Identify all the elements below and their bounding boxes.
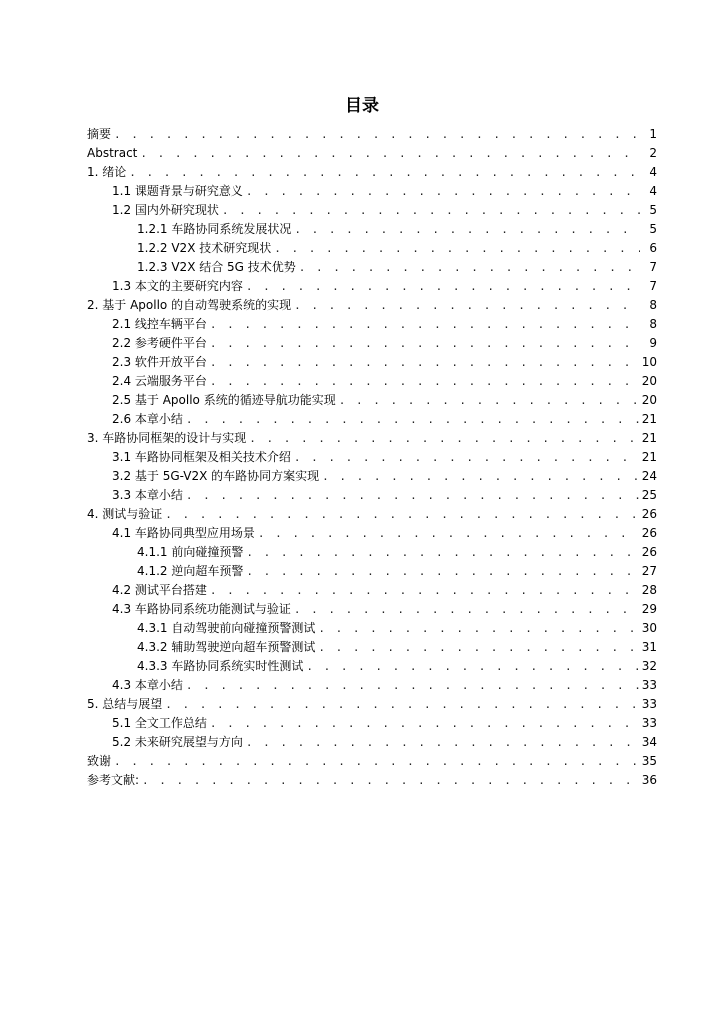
toc-entry[interactable] bbox=[87, 638, 657, 657]
toc-entry[interactable] bbox=[87, 239, 657, 258]
toc-entry-label: 2.4 云端服务平台 bbox=[112, 374, 207, 388]
toc-dot-leader bbox=[294, 220, 640, 239]
toc-entry-label: 4.3.2 辅助驾驶逆向超车预警测试 bbox=[137, 640, 316, 654]
toc-entry[interactable] bbox=[87, 600, 657, 619]
toc-entry[interactable] bbox=[87, 733, 657, 752]
toc-entry[interactable] bbox=[87, 695, 657, 714]
toc-entry-page-number: 35 bbox=[641, 754, 657, 768]
toc-entry[interactable] bbox=[87, 752, 657, 771]
toc-entry[interactable] bbox=[87, 334, 657, 353]
toc-entry-label: 2.2 参考硬件平台 bbox=[112, 336, 207, 350]
toc-entry[interactable] bbox=[87, 581, 657, 600]
toc-list bbox=[87, 125, 657, 790]
toc-entry-page-number: 33 bbox=[641, 716, 657, 730]
toc-entry-label: 4.3.3 车路协同系统实时性测试 bbox=[137, 659, 304, 673]
toc-entry[interactable] bbox=[87, 486, 657, 505]
toc-entry-label: 4.3 本章小结 bbox=[112, 678, 183, 692]
toc-dot-leader bbox=[210, 714, 639, 733]
toc-dot-leader bbox=[210, 334, 640, 353]
toc-dot-leader bbox=[114, 752, 639, 771]
toc-entry-page-number: 20 bbox=[641, 393, 657, 407]
toc-entry-page-number: 8 bbox=[649, 317, 657, 331]
toc-entry-label: 4.3 车路协同系统功能测试与验证 bbox=[112, 602, 291, 616]
toc-dot-leader bbox=[165, 505, 638, 524]
toc-entry-page-number: 6 bbox=[649, 241, 657, 255]
toc-entry-label: 1.2.2 V2X 技术研究现状 bbox=[137, 241, 272, 255]
toc-entry[interactable] bbox=[87, 391, 657, 410]
toc-dot-leader bbox=[249, 429, 638, 448]
toc-dot-leader bbox=[306, 657, 638, 676]
toc-dot-leader bbox=[339, 391, 639, 410]
toc-entry[interactable] bbox=[87, 505, 657, 524]
toc-entry-page-number: 5 bbox=[649, 203, 657, 217]
toc-entry[interactable] bbox=[87, 410, 657, 429]
toc-dot-leader bbox=[186, 676, 639, 695]
toc-entry[interactable] bbox=[87, 676, 657, 695]
toc-entry-label: 4.1.1 前向碰撞预警 bbox=[137, 545, 244, 559]
toc-entry-page-number: 4 bbox=[649, 165, 657, 179]
toc-entry[interactable] bbox=[87, 315, 657, 334]
toc-entry-label: 致谢 bbox=[87, 754, 112, 768]
toc-entry-label: 4. 测试与验证 bbox=[87, 507, 163, 521]
toc-entry-page-number: 33 bbox=[641, 697, 657, 711]
toc-entry-page-number: 26 bbox=[641, 545, 657, 559]
toc-entry-label: 5. 总结与展望 bbox=[87, 697, 163, 711]
toc-dot-leader bbox=[246, 733, 639, 752]
toc-dot-leader bbox=[294, 448, 639, 467]
toc-entry-label: 4.3.1 自动驾驶前向碰撞预警测试 bbox=[137, 621, 316, 635]
toc-entry-page-number: 34 bbox=[641, 735, 657, 749]
toc-entry-label: 3.3 本章小结 bbox=[112, 488, 183, 502]
toc-entry-page-number: 5 bbox=[649, 222, 657, 236]
toc-entry-page-number: 21 bbox=[641, 431, 657, 445]
toc-entry[interactable] bbox=[87, 562, 657, 581]
toc-entry-page-number: 32 bbox=[641, 659, 657, 673]
toc-entry-page-number: 9 bbox=[649, 336, 657, 350]
toc-entry-label: 摘要 bbox=[87, 127, 112, 141]
toc-dot-leader bbox=[274, 239, 640, 258]
toc-dot-leader bbox=[140, 144, 640, 163]
toc-entry-page-number: 36 bbox=[641, 773, 657, 787]
toc-entry-label: 1. 绪论 bbox=[87, 165, 127, 179]
toc-entry-page-number: 10 bbox=[641, 355, 657, 369]
toc-dot-leader bbox=[246, 562, 638, 581]
toc-dot-leader bbox=[246, 543, 638, 562]
toc-entry[interactable] bbox=[87, 714, 657, 733]
toc-entry-label: 3.2 基于 5G-V2X 的车路协同方案实现 bbox=[112, 469, 320, 483]
toc-entry-label: 2.5 基于 Apollo 系统的循迹导航功能实现 bbox=[112, 393, 336, 407]
toc-entry[interactable] bbox=[87, 144, 657, 163]
toc-entry-page-number: 21 bbox=[641, 450, 657, 464]
toc-entry[interactable] bbox=[87, 429, 657, 448]
toc-entry-page-number: 33 bbox=[641, 678, 657, 692]
toc-entry[interactable] bbox=[87, 182, 657, 201]
toc-dot-leader bbox=[258, 524, 639, 543]
toc-entry-label: Abstract bbox=[87, 146, 138, 160]
toc-entry[interactable] bbox=[87, 771, 657, 790]
toc-entry-page-number: 25 bbox=[641, 488, 657, 502]
toc-entry-page-number: 30 bbox=[641, 621, 657, 635]
toc-entry-label: 1.1 课题背景与研究意义 bbox=[112, 184, 243, 198]
toc-entry[interactable] bbox=[87, 258, 657, 277]
toc-entry-label: 3.1 车路协同框架及相关技术介绍 bbox=[112, 450, 291, 464]
toc-entry[interactable] bbox=[87, 296, 657, 315]
toc-entry-label: 5.2 未来研究展望与方向 bbox=[112, 735, 243, 749]
toc-entry-label: 参考文献: bbox=[87, 773, 140, 787]
toc-dot-leader bbox=[186, 410, 639, 429]
toc-entry-page-number: 27 bbox=[641, 564, 657, 578]
toc-dot-leader bbox=[318, 638, 638, 657]
toc-dot-leader bbox=[129, 163, 640, 182]
toc-dot-leader bbox=[299, 258, 640, 277]
toc-entry-page-number: 21 bbox=[641, 412, 657, 426]
toc-entry[interactable] bbox=[87, 353, 657, 372]
toc-dot-leader bbox=[186, 486, 639, 505]
toc-entry[interactable] bbox=[87, 657, 657, 676]
toc-dot-leader bbox=[294, 600, 639, 619]
toc-entry-page-number: 26 bbox=[641, 507, 657, 521]
toc-entry-label: 1.2.1 车路协同系统发展状况 bbox=[137, 222, 292, 236]
toc-entry-label: 4.2 测试平台搭建 bbox=[112, 583, 207, 597]
toc-entry[interactable] bbox=[87, 524, 657, 543]
toc-dot-leader bbox=[210, 581, 639, 600]
toc-entry-page-number: 31 bbox=[641, 640, 657, 654]
toc-entry[interactable] bbox=[87, 163, 657, 182]
toc-dot-leader bbox=[246, 277, 640, 296]
toc-entry-page-number: 1 bbox=[649, 127, 657, 141]
toc-title: 目录 bbox=[345, 96, 379, 116]
toc-dot-leader bbox=[142, 771, 639, 790]
toc-entry-page-number: 26 bbox=[641, 526, 657, 540]
toc-dot-leader bbox=[294, 296, 640, 315]
toc-entry-label: 1.2.3 V2X 结合 5G 技术优势 bbox=[137, 260, 296, 274]
toc-entry-page-number: 7 bbox=[649, 279, 657, 293]
toc-entry-label: 4.1 车路协同典型应用场景 bbox=[112, 526, 255, 540]
toc-dot-leader bbox=[222, 201, 640, 220]
toc-dot-leader bbox=[210, 353, 639, 372]
toc-entry-page-number: 7 bbox=[649, 260, 657, 274]
toc-entry[interactable] bbox=[87, 543, 657, 562]
toc-dot-leader bbox=[246, 182, 640, 201]
toc-entry-page-number: 2 bbox=[649, 146, 657, 160]
toc-entry-label: 1.2 国内外研究现状 bbox=[112, 203, 219, 217]
toc-entry-page-number: 8 bbox=[649, 298, 657, 312]
toc-dot-leader bbox=[114, 125, 640, 144]
toc-dot-leader bbox=[165, 695, 638, 714]
toc-entry-page-number: 29 bbox=[641, 602, 657, 616]
toc-entry[interactable] bbox=[87, 277, 657, 296]
toc-entry-label: 2.1 线控车辆平台 bbox=[112, 317, 207, 331]
toc-entry[interactable] bbox=[87, 125, 657, 144]
toc-entry-label: 3. 车路协同框架的设计与实现 bbox=[87, 431, 247, 445]
toc-dot-leader bbox=[210, 315, 640, 334]
toc-entry[interactable] bbox=[87, 619, 657, 638]
toc-dot-leader bbox=[322, 467, 639, 486]
toc-entry-label: 2. 基于 Apollo 的自动驾驶系统的实现 bbox=[87, 298, 292, 312]
toc-entry-page-number: 24 bbox=[641, 469, 657, 483]
toc-entry-label: 1.3 本文的主要研究内容 bbox=[112, 279, 243, 293]
toc-entry[interactable] bbox=[87, 201, 657, 220]
toc-entry-label: 2.6 本章小结 bbox=[112, 412, 183, 426]
toc-entry[interactable] bbox=[87, 467, 657, 486]
toc-entry-page-number: 28 bbox=[641, 583, 657, 597]
toc-dot-leader bbox=[210, 372, 639, 391]
toc-entry[interactable] bbox=[87, 448, 657, 467]
toc-entry-page-number: 20 bbox=[641, 374, 657, 388]
toc-dot-leader bbox=[318, 619, 638, 638]
toc-entry-label: 4.1.2 逆向超车预警 bbox=[137, 564, 244, 578]
toc-entry-label: 5.1 全文工作总结 bbox=[112, 716, 207, 730]
toc-entry-label: 2.3 软件开放平台 bbox=[112, 355, 207, 369]
toc-entry-page-number: 4 bbox=[649, 184, 657, 198]
toc-entry[interactable] bbox=[87, 220, 657, 239]
toc-entry[interactable] bbox=[87, 372, 657, 391]
